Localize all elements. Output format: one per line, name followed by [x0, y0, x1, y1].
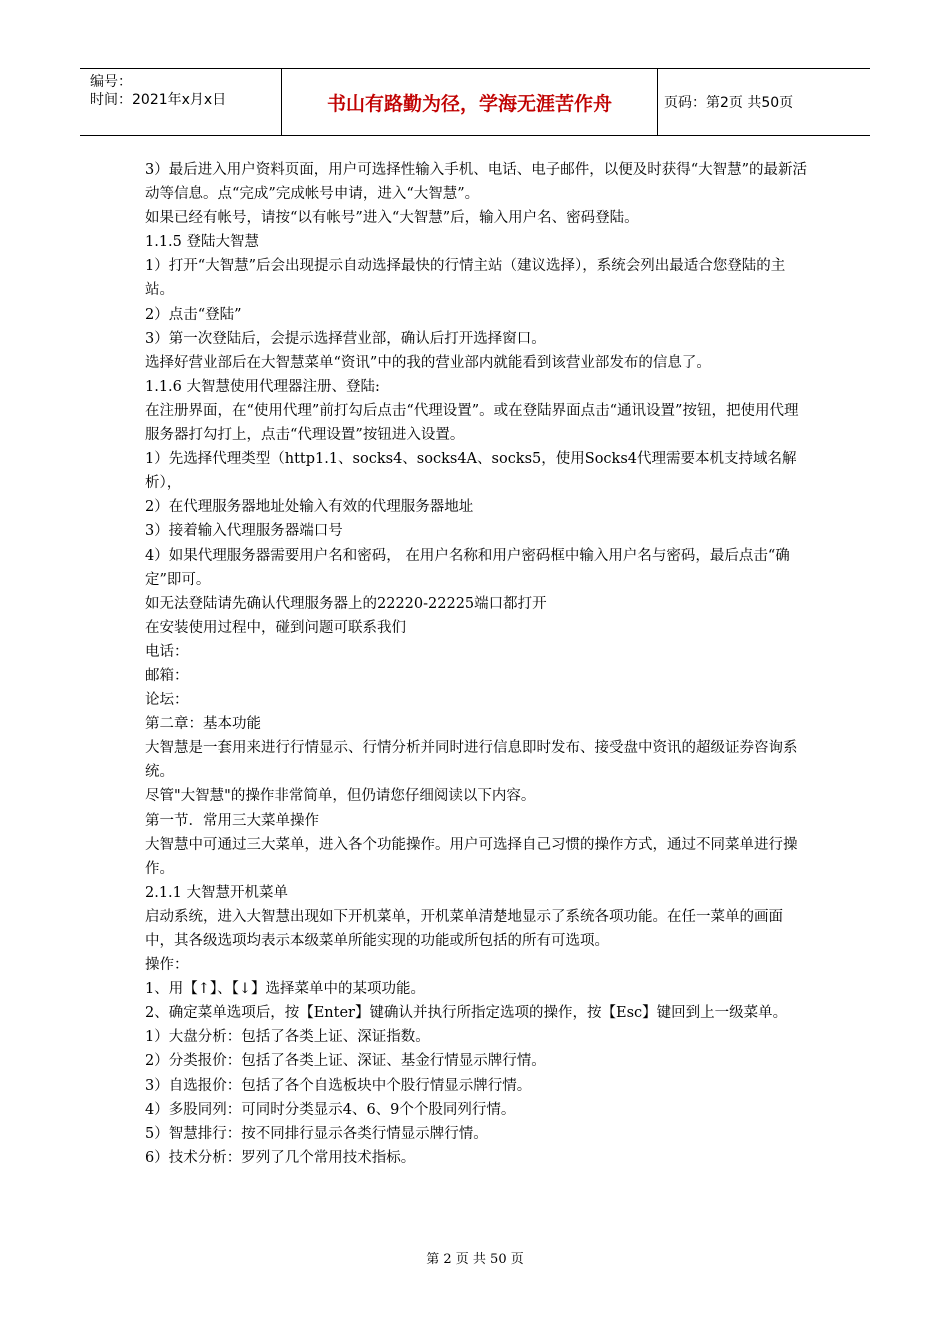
- paragraph: 1）打开“大智慧”后会出现提示自动选择最快的行情主站（建议选择），系统会列出最适合您登陆的主站。: [145, 258, 786, 299]
- paragraph: 3）最后进入用户资料页面，用户可选择性输入手机、电话、电子邮件，以便及时获得“大智慧”的最新活动等信息。点“完成”完成帐号申请，进入“大智慧”。: [145, 162, 808, 203]
- page-header: [80, 68, 870, 136]
- contact-email: 邮箱：: [145, 667, 189, 684]
- paragraph: 如无法登陆请先确认代理服务器上的22220-22225端口都打开: [145, 595, 547, 612]
- paragraph: 2）在代理服务器地址处输入有效的代理服务器地址: [145, 499, 474, 516]
- paragraph: 选择好营业部后在大智慧菜单“资讯”中的我的营业部内就能看到该营业部发布的信息了。: [145, 354, 711, 371]
- section-heading: 第一节．常用三大菜单操作: [145, 812, 319, 829]
- section-heading: 1.1.6 大智慧使用代理器注册、登陆:: [145, 378, 380, 395]
- paragraph: 如果已经有帐号，请按“以有帐号”进入“大智慧”后，输入用户名、密码登陆。: [145, 210, 639, 227]
- header-meta-cell: [80, 69, 282, 135]
- header-motto: 书山有路勤为径，学海无涯苦作舟: [282, 69, 658, 135]
- list-item: 3）自选报价：包括了各个自选板块中个股行情显示牌行情。: [145, 1077, 532, 1094]
- page-footer: 第 2 页 共 50 页: [426, 1252, 524, 1267]
- paragraph: 操作：: [145, 957, 189, 974]
- paragraph: 大智慧中可通过三大菜单，进入各个功能操作。用户可选择自己习惯的操作方式，通过不同菜单进行操作。: [145, 836, 798, 877]
- list-item: 1）大盘分析：包括了各类上证、深证指数。: [145, 1029, 430, 1046]
- paragraph: 3）第一次登陆后，会提示选择营业部，确认后打开选择窗口。: [145, 330, 546, 347]
- paragraph: 尽管"大智慧"的操作非常简单，但仍请您仔细阅读以下内容。: [145, 788, 536, 805]
- document-time-label: 时间：2021年x月x日: [90, 92, 227, 108]
- chapter-heading: 第二章：基本功能: [145, 716, 261, 733]
- paragraph: 在安装使用过程中，碰到问题可联系我们: [145, 619, 406, 636]
- contact-phone: 电话：: [145, 643, 189, 660]
- header-page-info: 页码：第2页 共50页: [664, 95, 794, 111]
- paragraph: 2、确定菜单选项后，按【Enter】键确认并执行所指定选项的操作，按【Esc】键回到上一级菜单。: [145, 1005, 788, 1022]
- document-number-label: 编号：: [90, 74, 132, 90]
- paragraph: 3）接着输入代理服务器端口号: [145, 523, 343, 540]
- list-item: 5）智慧排行：按不同排行显示各类行情显示牌行情。: [145, 1125, 488, 1142]
- paragraph: 1、用【↑】、【↓】选择菜单中的某项功能。: [145, 981, 426, 998]
- section-heading: 2.1.1 大智慧开机菜单: [145, 884, 289, 901]
- paragraph: 2）点击“登陆”: [145, 306, 242, 323]
- list-item: 4）多股同列：可同时分类显示4、6、9个个股同列行情。: [145, 1101, 516, 1118]
- paragraph: 1）先选择代理类型（http1.1、socks4、socks4A、socks5，使用Socks4代理需要本机支持域名解析），: [145, 451, 797, 492]
- list-item: 2）分类报价：包括了各类上证、深证、基金行情显示牌行情。: [145, 1053, 546, 1070]
- section-heading: 1.1.5 登陆大智慧: [145, 234, 260, 251]
- list-item: 6）技术分析：罗列了几个常用技术指标。: [145, 1149, 416, 1166]
- paragraph: 4）如果代理服务器需要用户名和密码， 在用户名称和用户密码框中输入用户名与密码，最后点击“确定”即可。: [145, 547, 790, 588]
- contact-forum: 论坛：: [145, 692, 189, 709]
- paragraph: 在注册界面，在“使用代理”前打勾后点击“代理设置”。或在登陆界面点击“通讯设置”按钮，把使用代理服务器打勾打上，点击“代理设置”按钮进入设置。: [145, 402, 799, 444]
- paragraph: 启动系统，进入大智慧出现如下开机菜单，开机菜单清楚地显示了系统各项功能。在任一菜单的画面中，其各级选项均表示本级菜单所能实现的功能或所包括的所有可选项。: [145, 908, 783, 949]
- paragraph: 大智慧是一套用来进行行情显示、行情分析并同时进行信息即时发布、接受盘中资讯的超级证券咨询系统。: [145, 740, 798, 781]
- document-body: [145, 158, 810, 1170]
